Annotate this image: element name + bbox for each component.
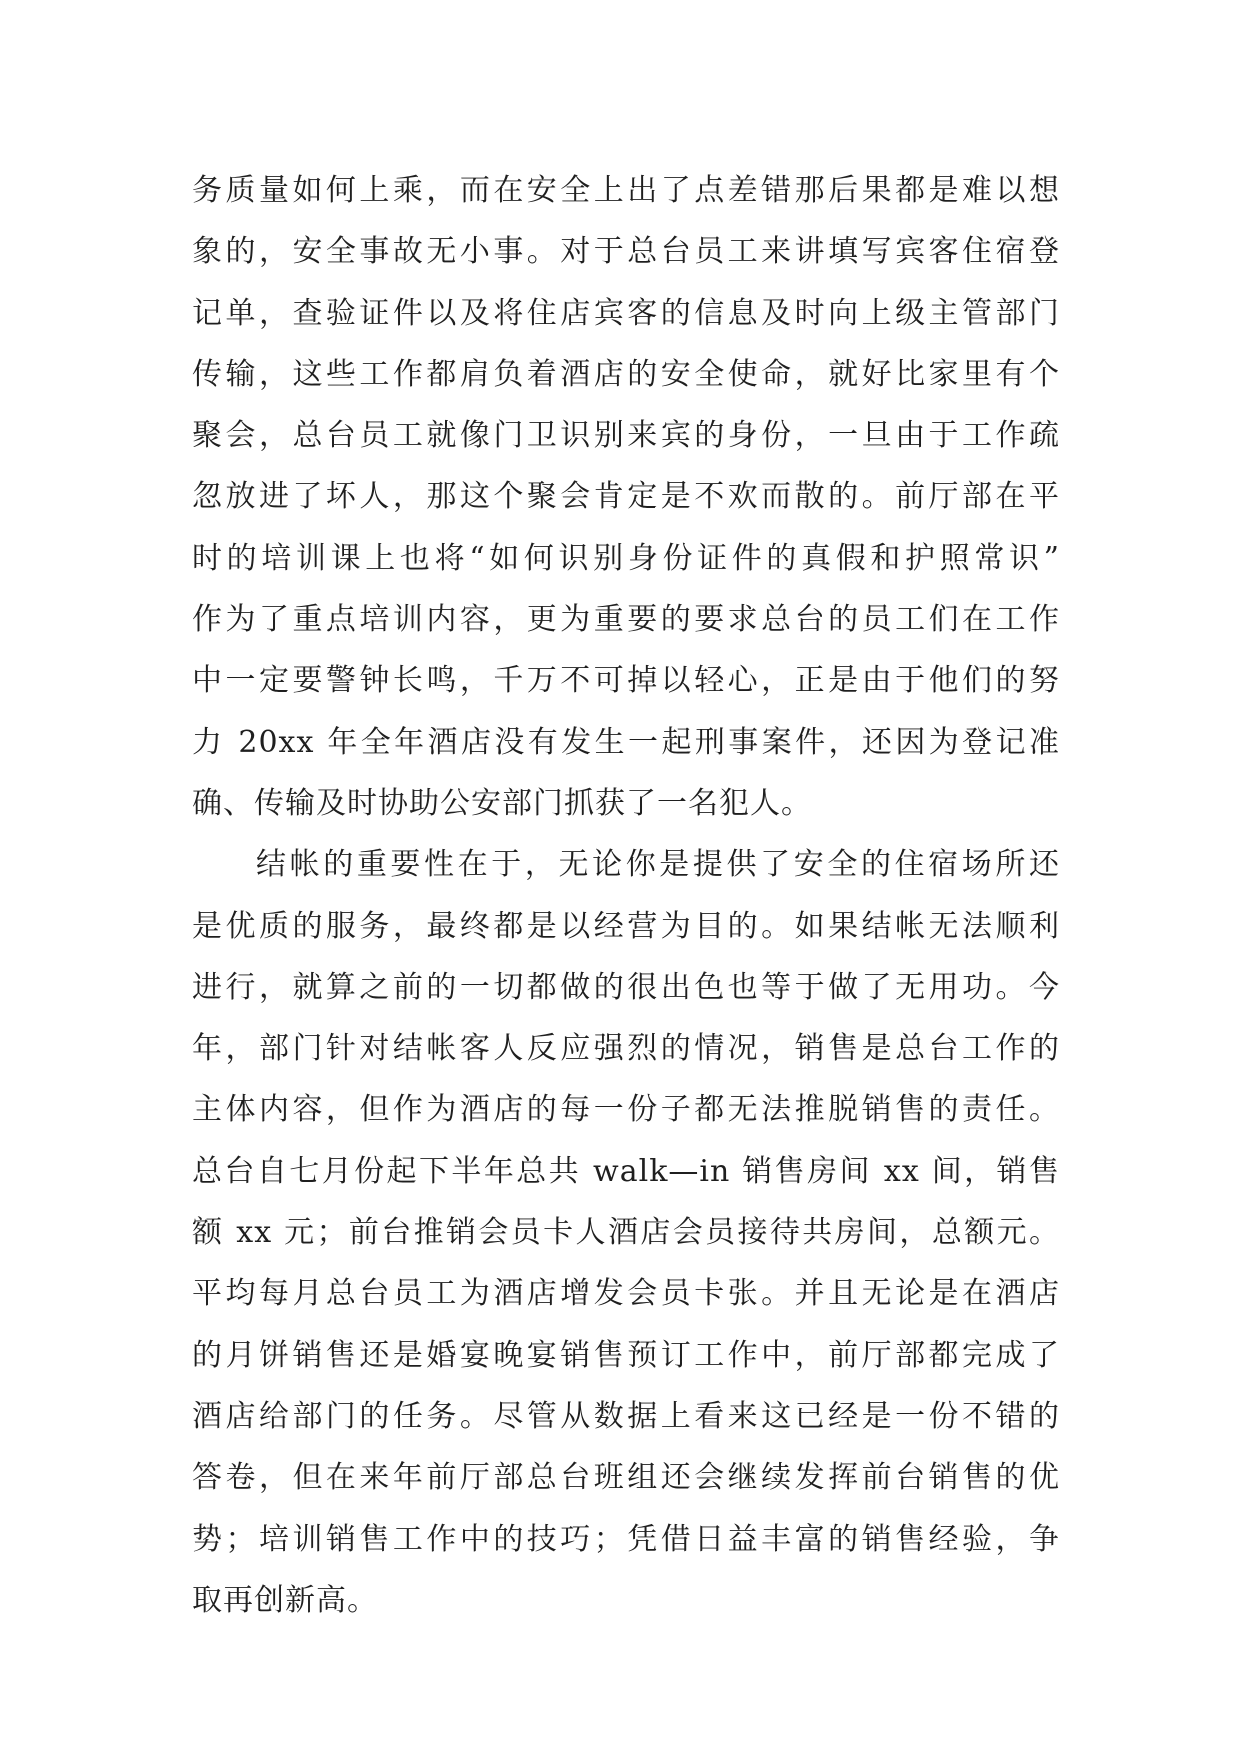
text-line: 势；培训销售工作中的技巧；凭借日益丰富的销售经验，争 xyxy=(192,1521,1060,1557)
text-line: 取再创新高。 xyxy=(192,1582,378,1618)
text-line: 答卷，但在来年前厅部总台班组还会继续发挥前台销售的优 xyxy=(192,1460,1060,1496)
text-line: 象的，安全事故无小事。对于总台员工来讲填写宾客住宿登 xyxy=(192,234,1060,270)
paragraph-checkout xyxy=(192,834,1060,1631)
text-line: 主体内容，但作为酒店的每一份子都无法推脱销售的责任。 xyxy=(192,1092,1060,1128)
text-line: 力 20xx 年全年酒店没有发生一起刑事案件，还因为登记准 xyxy=(192,724,1060,760)
text-line: 忽放进了坏人，那这个聚会肯定是不欢而散的。前厅部在平 xyxy=(192,479,1060,515)
text-line: 额 xx 元；前台推销会员卡人酒店会员接待共房间，总额元。 xyxy=(192,1215,1060,1251)
text-line: 酒店给部门的任务。尽管从数据上看来这已经是一份不错的 xyxy=(192,1398,1060,1434)
paragraph-safety xyxy=(192,160,1060,834)
text-line: 是优质的服务，最终都是以经营为目的。如果结帐无法顺利 xyxy=(192,908,1060,944)
text-line: 结帐的重要性在于，无论你是提供了安全的住宿场所还 xyxy=(256,847,1060,883)
text-line: 作为了重点培训内容，更为重要的要求总台的员工们在工作 xyxy=(192,602,1060,638)
text-line: 进行，就算之前的一切都做的很出色也等于做了无用功。今 xyxy=(192,969,1060,1005)
document-body xyxy=(192,160,1060,1631)
text-line: 时的培训课上也将“如何识别身份证件的真假和护照常识” xyxy=(192,540,1060,576)
text-line: 务质量如何上乘，而在安全上出了点差错那后果都是难以想 xyxy=(192,173,1060,208)
text-line: 平均每月总台员工为酒店增发会员卡张。并且无论是在酒店 xyxy=(192,1276,1060,1312)
text-line: 中一定要警钟长鸣，千万不可掉以轻心，正是由于他们的努 xyxy=(192,663,1060,699)
text-line: 记单，查验证件以及将住店宾客的信息及时向上级主管部门 xyxy=(192,295,1060,331)
text-line: 传输，这些工作都肩负着酒店的安全使命，就好比家里有个 xyxy=(192,356,1060,392)
text-line: 的月饼销售还是婚宴晚宴销售预订工作中，前厅部都完成了 xyxy=(192,1337,1060,1373)
text-line: 确、传输及时协助公安部门抓获了一名犯人。 xyxy=(192,785,812,821)
text-line: 聚会，总台员工就像门卫识别来宾的身份，一旦由于工作疏 xyxy=(192,418,1060,454)
text-line: 年，部门针对结帐客人反应强烈的情况，销售是总台工作的 xyxy=(192,1031,1060,1067)
text-line: 总台自七月份起下半年总共 walk—in 销售房间 xx 间，销售 xyxy=(192,1153,1060,1189)
